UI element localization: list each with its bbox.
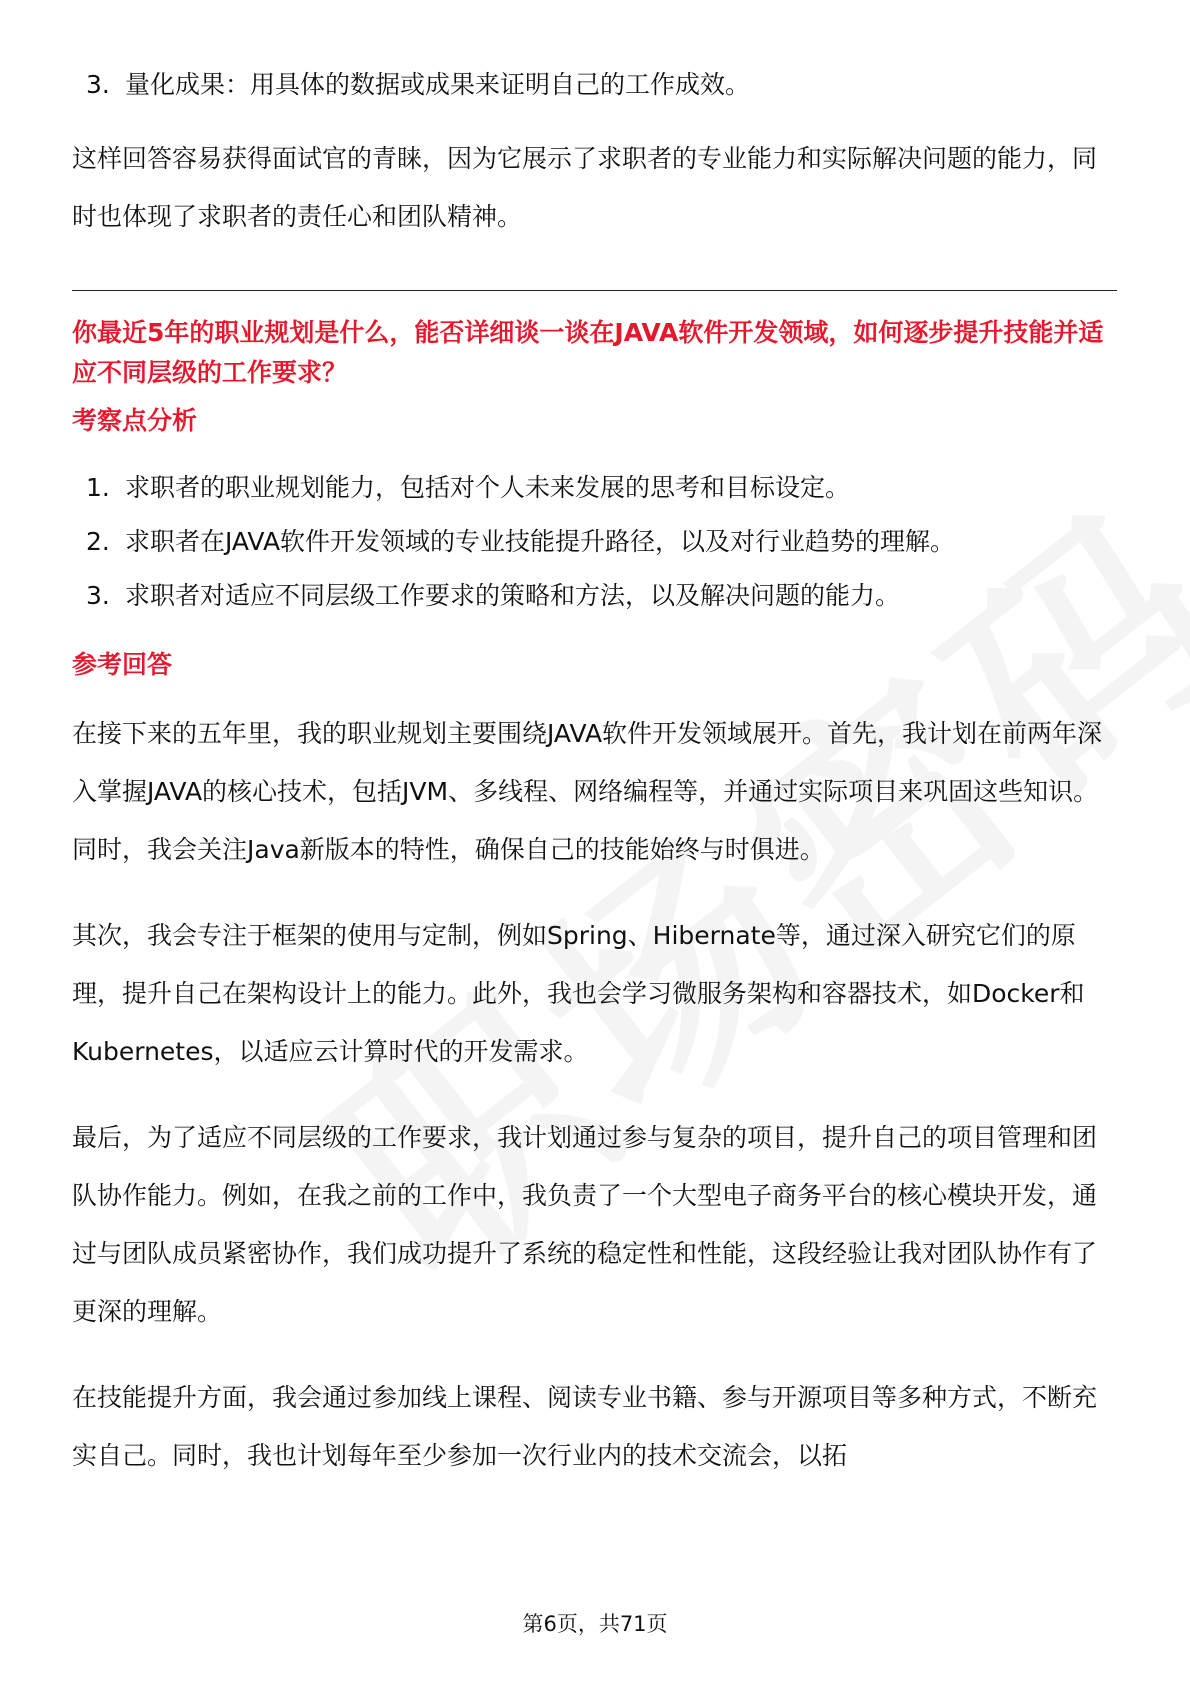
list-item	[72, 461, 1117, 515]
list-item-number: 2.	[86, 527, 110, 556]
list-item-text: 求职者的职业规划能力，包括对个人未来发展的思考和目标设定。	[125, 473, 851, 502]
answer-paragraph: 最后，为了适应不同层级的工作要求，我计划通过参与复杂的项目，提升自己的项目管理和团队协作能力。例如，在我之前的工作中，我负责了一个大型电子商务平台的核心模块开发，通过与团队成员紧密协作，我们成功提升了系统的稳定性和性能，这段经验让我对团队协作有了更深的理解。	[72, 1123, 1098, 1326]
page-number-footer: 第6页，共71页	[522, 1612, 668, 1636]
analysis-heading: 考察点分析	[72, 406, 198, 435]
summary-paragraph: 这样回答容易获得面试官的青睐，因为它展示了求职者的专业能力和实际解决问题的能力，同时也体现了求职者的责任心和团队精神。	[72, 144, 1098, 231]
answer-paragraph: 在技能提升方面，我会通过参加线上课程、阅读专业书籍、参与开源项目等多种方式，不断充实自己。同时，我也计划每年至少参加一次行业内的技术交流会，以拓	[72, 1383, 1098, 1470]
analysis-list	[72, 461, 1117, 623]
section-divider	[72, 290, 1117, 291]
list-item-text: 求职者在JAVA软件开发领域的专业技能提升路径，以及对行业趋势的理解。	[125, 527, 956, 556]
answer-paragraph: 在接下来的五年里，我的职业规划主要围绕JAVA软件开发领域展开。首先，我计划在前两年深入掌握JAVA的核心技术，包括JVM、多线程、网络编程等，并通过实际项目来巩固这些知识。同时，我会关注Java新版本的特性，确保自己的技能始终与时俱进。	[72, 719, 1103, 864]
list-item-text: 量化成果：用具体的数据或成果来证明自己的工作成效。	[125, 70, 751, 99]
list-item	[72, 569, 1117, 623]
list-item	[72, 58, 1117, 112]
list-item-number: 3.	[86, 70, 110, 99]
list-item-text: 求职者对适应不同层级工作要求的策略和方法，以及解决问题的能力。	[125, 581, 901, 610]
answer-paragraph: 其次，我会专注于框架的使用与定制，例如Spring、Hibernate等，通过深入研究它们的原理，提升自己在架构设计上的能力。此外，我也会学习微服务架构和容器技术，如Docker和Kubernetes，以适应云计算时代的开发需求。	[72, 921, 1085, 1066]
list-item-number: 3.	[86, 581, 110, 610]
answer-heading: 参考回答	[72, 650, 173, 679]
list-item	[72, 515, 1117, 569]
interview-question: 你最近5年的职业规划是什么，能否详细谈一谈在JAVA软件开发领域，如何逐步提升技能并适应不同层级的工作要求？	[72, 318, 1104, 387]
page-content	[72, 58, 1117, 1485]
list-item-number: 1.	[86, 473, 110, 502]
